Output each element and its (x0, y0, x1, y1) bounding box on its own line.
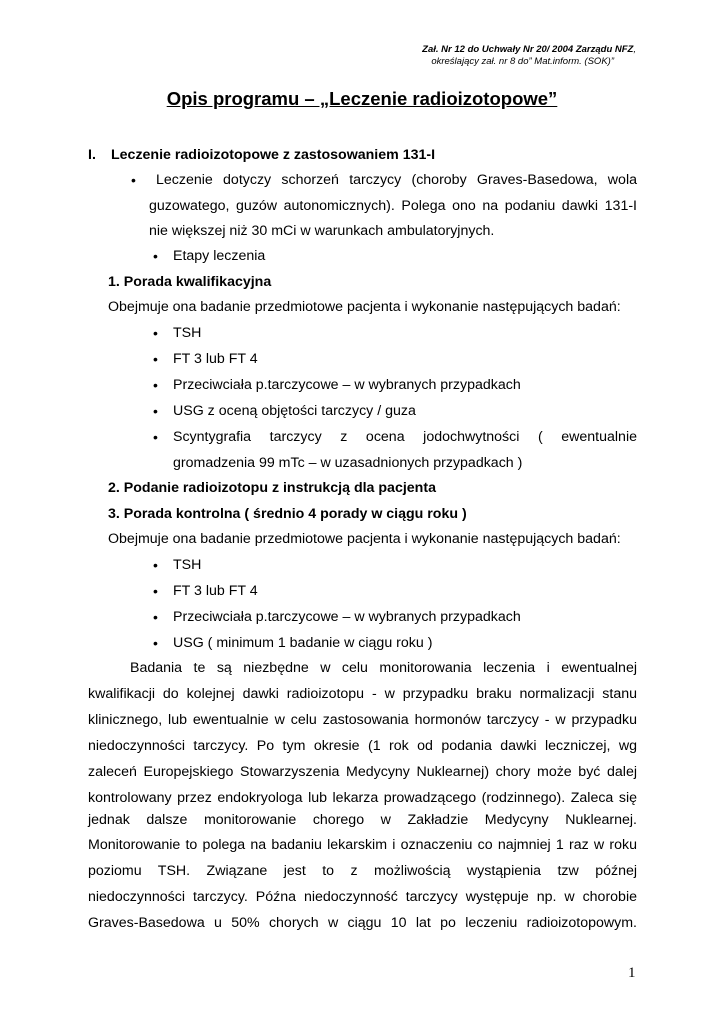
bullet-icon: • (131, 172, 136, 188)
document-header-note (236, 44, 636, 68)
header-line1-tail: , (633, 44, 636, 55)
paragraph-line: niedoczynności tarczycy. Po tym okresie (1 rok od podania dawki leczniczej, wg (88, 738, 637, 754)
step1-item: TSH (173, 325, 202, 341)
paragraph-line: poziomu TSH. Związane jest to z możliwością wystąpienia tzw późnej (88, 863, 637, 879)
step1-item: Przeciwciała p.tarczycowe – w wybranych przypadkach (173, 377, 521, 393)
step1-item: Scyntygrafia tarczycy z ocena jodochwytności ( ewentualnie (173, 429, 637, 445)
step3-item: FT 3 lub FT 4 (173, 583, 258, 599)
header-line2: określający zał. nr 8 do” Mat.inform. (SOK)” (431, 56, 614, 67)
step3-item: Przeciwciała p.tarczycowe – w wybranych przypadkach (173, 609, 521, 625)
step3-description: Obejmuje ona badanie przedmiotowe pacjenta i wykonanie następujących badań: (108, 531, 621, 547)
bullet-icon: • (153, 403, 158, 419)
paragraph-line: kontrolowany przez endokryologa lub lekarza prowadzącego (rodzinnego). Zaleca się (88, 790, 637, 806)
paragraph-line: jednak dalsze monitorowanie chorego w Zakładzie Medycyny Nuklearnej. (88, 812, 637, 828)
intro-line: guzowatego, guzów autonomicznych). Polega ono na podaniu dawki 131-I (149, 198, 637, 214)
step1-heading: 1. Porada kwalifikacyjna (108, 274, 272, 290)
step1-description: Obejmuje ona badanie przedmiotowe pacjenta i wykonanie następujących badań: (108, 299, 621, 315)
paragraph-line: niedoczynności tarczycy. Późna niedoczynność tarczycy występuje np. w chorobie (88, 889, 637, 905)
step1-item-continuation: gromadzenia 99 mTc – w uzasadnionych przypadkach ) (173, 455, 523, 471)
step2-heading: 2. Podanie radioizotopu z instrukcją dla pacjenta (108, 480, 436, 496)
step1-item: FT 3 lub FT 4 (173, 351, 258, 367)
bullet-icon: • (153, 429, 158, 445)
step3-item: USG ( minimum 1 badanie w ciągu roku ) (173, 635, 433, 651)
page-number: 1 (628, 965, 636, 981)
paragraph-line: Badania te są niezbędne w celu monitorowania leczenia i ewentualnej (130, 660, 637, 676)
step3-item: TSH (173, 557, 202, 573)
page-title: Opis programu – „Leczenie radioizotopowe” (166, 88, 558, 109)
intro-line: nie większej niż 30 mCi w warunkach ambulatoryjnych. (149, 223, 495, 239)
paragraph-line: kwalifikacji do kolejnej dawki radioizotopu - w przypadku braku normalizacji stanu (88, 686, 637, 702)
bullet-icon: • (153, 248, 158, 264)
bullet-icon: • (153, 557, 158, 573)
bullet-icon: • (153, 325, 158, 341)
section-heading: Leczenie radioizotopowe z zastosowaniem 131-I (111, 147, 436, 163)
bullet-icon: • (153, 351, 158, 367)
bullet-icon: • (153, 377, 158, 393)
bullet-icon: • (153, 635, 158, 651)
step1-item: USG z oceną objętości tarczycy / guza (173, 403, 416, 419)
intro-line: Leczenie dotyczy schorzeń tarczycy (choroby Graves-Basedowa, wola (156, 172, 637, 188)
paragraph-line: zaleceń Europejskiego Stowarzyszenia Medycyny Nuklearnej) chory może być dalej (88, 764, 637, 780)
paragraph-line: Monitorowanie to polega na badaniu lekarskim i oznaczeniu co najmniej 1 raz w roku (88, 837, 637, 853)
bullet-icon: • (153, 609, 158, 625)
header-line1: Zał. Nr 12 do Uchwały Nr 20/ 2004 Zarządu NFZ (422, 44, 634, 55)
paragraph-line: klinicznego, lub ewentualnie w celu zastosowania hormonów tarczycy - w przypadku (88, 712, 637, 728)
paragraph-line: Graves-Basedowa u 50% chorych w ciągu 10 lat po leczeniu radioizotopowym. (88, 915, 637, 931)
bullet-icon: • (153, 583, 158, 599)
etapy-label: Etapy leczenia (173, 248, 266, 264)
section-number: I. (88, 147, 96, 163)
step3-heading: 3. Porada kontrolna ( średnio 4 porady w ciągu roku ) (108, 506, 467, 522)
